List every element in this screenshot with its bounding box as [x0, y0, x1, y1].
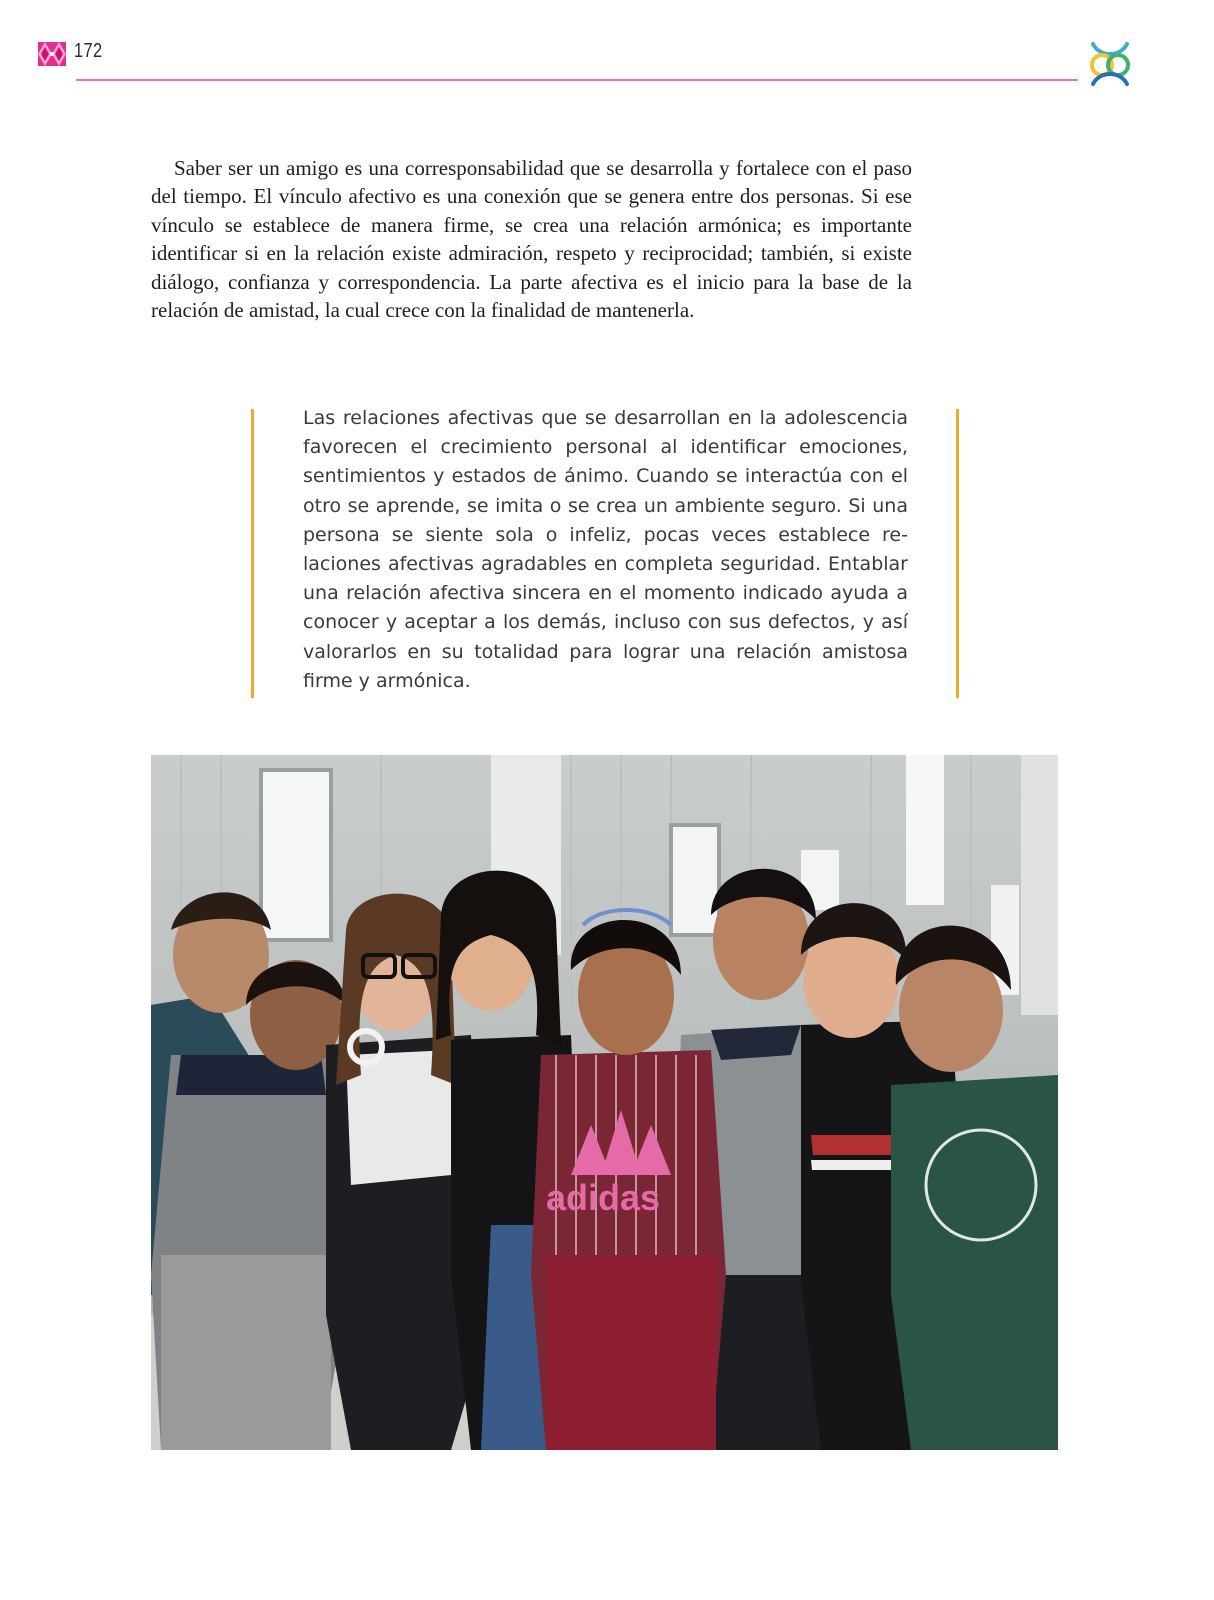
callout-right-rule: [956, 409, 959, 698]
interlocking-rings-icon: [1087, 40, 1133, 86]
callout-left-rule: [251, 409, 254, 698]
pink-textile-pattern-icon: [38, 42, 66, 66]
shirt-logo-text: adidas: [546, 1177, 661, 1218]
callout-text: Las relaciones afectivas que se desarrollan en la adolescencia favorecen el crecimiento personal al identificar emociones, sentimientos y estados de ánimo. Cuando se interactúa con el otro se aprende, se imita o se crea un ambiente seguro. Si una persona se siente sola o infeliz, pocas veces establece relaciones afectivas agradables en completa seguridad. Entablar una relación afectiva sincera en el momento indicado ayuda a conocer y aceptar a los demás, incluso con sus defectos, y así valorarlos en su totalidad para lograr una relación amistosa firme y armónica.: [303, 407, 908, 692]
body-paragraph: Saber ser un amigo es una corresponsabilidad que se desarrolla y fortalece con el paso del tiempo. El vínculo afectivo es una conexión que se genera entre dos personas. Si ese vínculo se establece de manera firme, se crea una relación armónica; es importante identificar si en la relación existe admiración, respeto y reciprocidad; también, si existe diálogo, confianza y correspondencia. La parte afectiva es el inicio para la base de la relación de amistad, la cual crece con la finalidad de mantenerla.: [151, 156, 912, 323]
group-of-teenagers-photo: [151, 755, 1058, 1450]
page-number: 172: [74, 40, 103, 62]
header-rule: [76, 79, 1078, 81]
